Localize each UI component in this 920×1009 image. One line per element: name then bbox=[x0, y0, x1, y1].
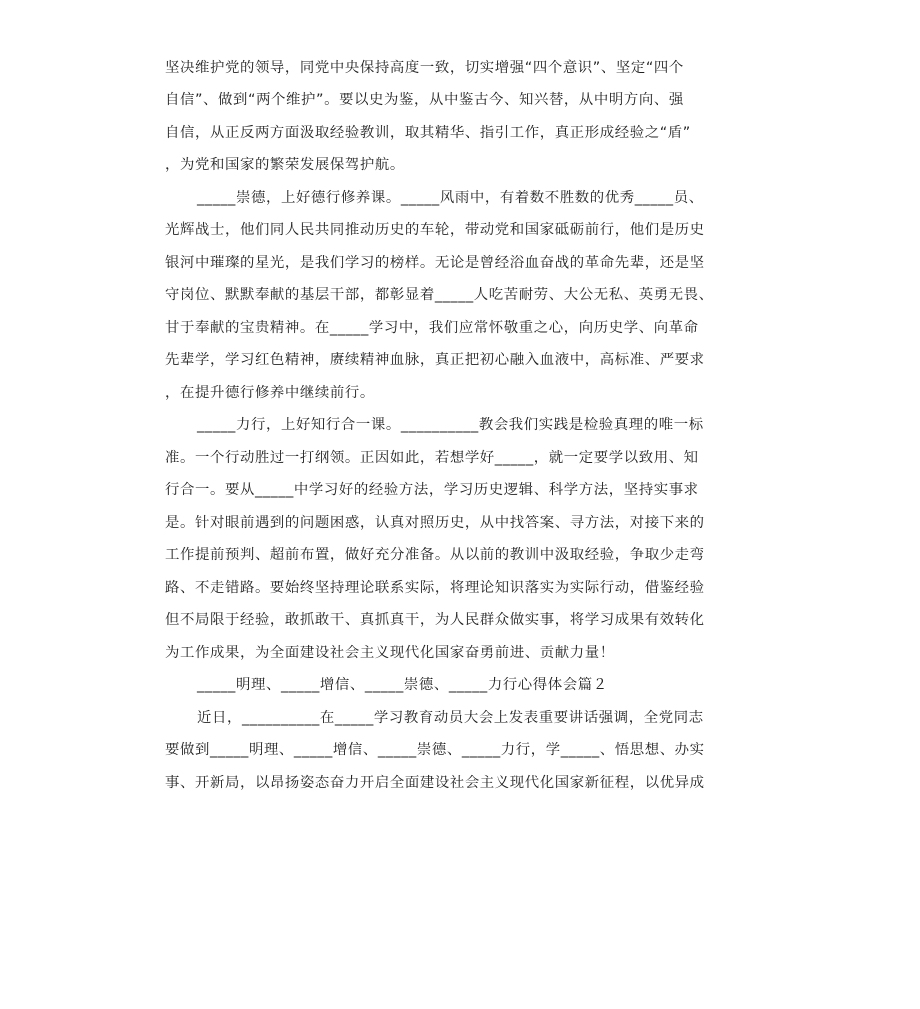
text-line: 坚决维护党的领导，同党中央保持高度一致，切实增强“四个意识”、坚定“四个 bbox=[165, 60, 684, 76]
text-line: ，在提升德行修养中继续前行。 bbox=[165, 385, 375, 401]
text-line: 工作提前预判、超前布置，做好充分准备。从以前的教训中汲取经验，争取少走弯 bbox=[165, 547, 705, 563]
text-line: 自信，从正反两方面汲取经验教训，取其精华、指引工作，真正形成经验之“盾” bbox=[165, 125, 691, 141]
paragraph-start-line: 近日，__________在_____学习教育动员大会上发表重要讲话强调，全党同志 bbox=[197, 710, 704, 726]
text-line: 准。一个行动胜过一打纲领。正因如此，若想学好_____，就一定要学以致用、知 bbox=[165, 450, 699, 466]
text-line: 是。针对眼前遇到的问题困惑，认真对照历史，从中找答案、寻方法，对接下来的 bbox=[165, 515, 705, 531]
text-line: 为工作成果，为全面建设社会主义现代化国家奋勇前进、贡献力量！ bbox=[165, 645, 615, 661]
text-line: 甘于奉献的宝贵精神。在_____学习中，我们应常怀敬重之心，向历史学、向革命 bbox=[165, 320, 699, 336]
text-line: 先辈学，学习红色精神，赓续精神血脉，真正把初心融入血液中，高标准、严要求 bbox=[165, 352, 705, 368]
text-line: 银河中璀璨的星光，是我们学习的榜样。无论是曾经浴血奋战的革命先辈，还是坚 bbox=[165, 255, 705, 271]
text-line: 光辉战士，他们同人民共同推动历史的车轮，带动党和国家砥砺前行，他们是历史 bbox=[165, 222, 705, 238]
text-line: 自信”、做到“两个维护”。要以史为鉴，从中鉴古今、知兴替，从中明方向、强 bbox=[165, 92, 684, 108]
section-heading: _____明理、_____增信、_____崇德、_____力行心得体会篇２ bbox=[197, 677, 608, 693]
text-line: 但不局限于经验，敢抓敢干、真抓真干，为人民群众做实事，将学习成果有效转化 bbox=[165, 612, 705, 628]
text-line: 路、不走错路。要始终坚持理论联系实际，将理论知识落实为实际行动，借鉴经验 bbox=[165, 580, 705, 596]
paragraph-start-line: _____力行，上好知行合一课。__________教会我们实践是检验真理的唯一标 bbox=[197, 417, 704, 433]
text-line: 行合一。要从_____中学习好的经验方法，学习历史逻辑、科学方法，坚持实事求 bbox=[165, 482, 699, 498]
text-line: 事、开新局，以昂扬姿态奋力开启全面建设社会主义现代化国家新征程，以优异成 bbox=[165, 775, 705, 791]
text-line: 要做到_____明理、_____增信、_____崇德、_____力行，学_____、悟思想、办实 bbox=[165, 742, 705, 758]
paragraph-start-line: _____崇德，上好德行修养课。_____风雨中，有着数不胜数的优秀_____员、 bbox=[197, 190, 704, 206]
text-line: 守岗位、默默奉献的基层干部，都彰显着_____人吃苦耐劳、大公无私、英勇无畏、 bbox=[165, 287, 714, 303]
text-line: ，为党和国家的繁荣发展保驾护航。 bbox=[165, 157, 405, 173]
